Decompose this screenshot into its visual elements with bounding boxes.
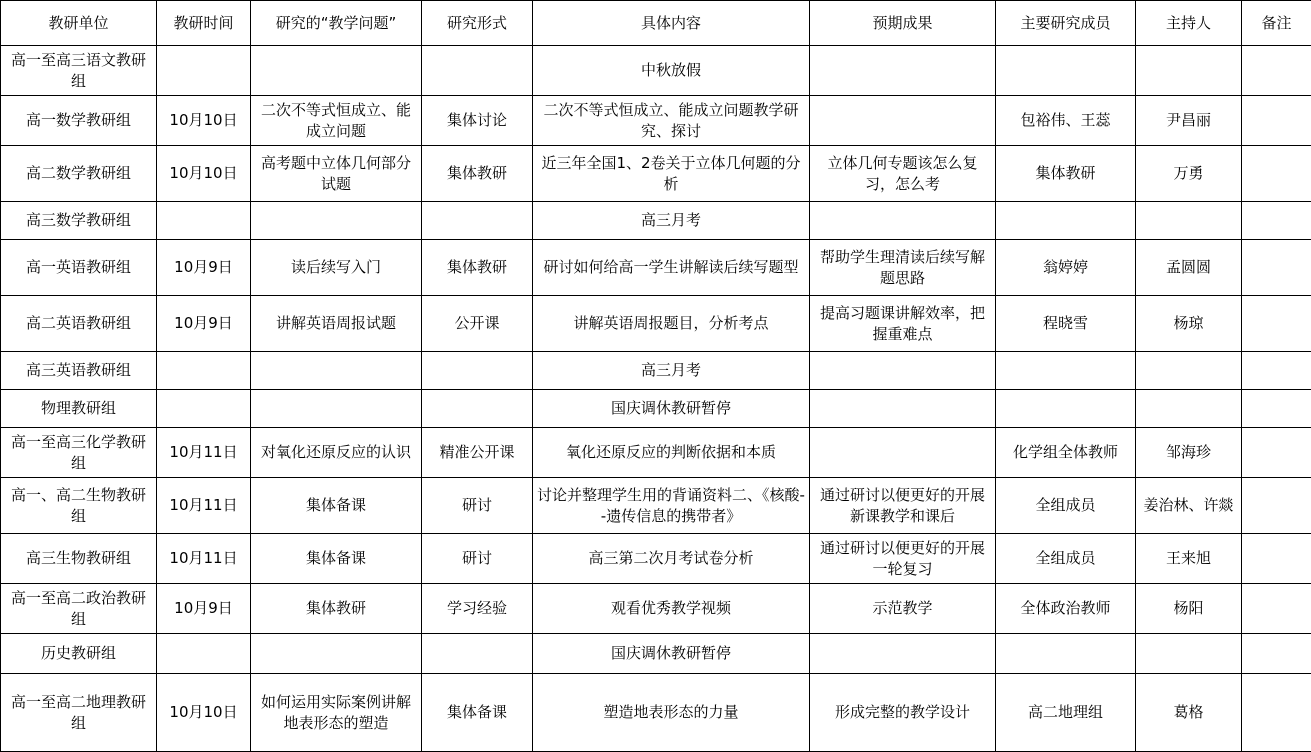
outcome-cell <box>810 46 996 96</box>
unit-cell: 高一至高二地理教研组 <box>1 674 157 752</box>
date-cell <box>157 634 251 674</box>
form-cell: 研讨 <box>422 534 533 584</box>
host-cell <box>1136 46 1242 96</box>
unit-cell: 高一、高二生物教研组 <box>1 478 157 534</box>
form-cell: 集体教研 <box>422 240 533 296</box>
date-cell: 10月11日 <box>157 478 251 534</box>
note-cell <box>1242 674 1311 752</box>
date-cell: 10月10日 <box>157 674 251 752</box>
header-problem: 研究的“教学问题” <box>251 1 422 46</box>
header-host: 主持人 <box>1136 1 1242 46</box>
date-cell: 10月11日 <box>157 428 251 478</box>
table-row <box>1 146 1311 202</box>
date-cell: 10月11日 <box>157 534 251 584</box>
form-cell: 研讨 <box>422 478 533 534</box>
host-cell <box>1136 202 1242 240</box>
date-cell: 10月9日 <box>157 296 251 352</box>
content-cell: 氧化还原反应的判断依据和本质 <box>533 428 810 478</box>
members-cell <box>996 390 1136 428</box>
unit-cell: 历史教研组 <box>1 634 157 674</box>
note-cell <box>1242 428 1311 478</box>
form-cell: 学习经验 <box>422 584 533 634</box>
note-cell <box>1242 202 1311 240</box>
header-row <box>1 1 1311 46</box>
table-row <box>1 584 1311 634</box>
problem-cell <box>251 46 422 96</box>
unit-cell: 高一英语教研组 <box>1 240 157 296</box>
table-row <box>1 390 1311 428</box>
unit-cell: 高一至高三语文教研组 <box>1 46 157 96</box>
host-cell <box>1136 634 1242 674</box>
content-cell: 高三第二次月考试卷分析 <box>533 534 810 584</box>
host-cell: 姜治林、许燚 <box>1136 478 1242 534</box>
table-row <box>1 428 1311 478</box>
unit-cell: 高二英语教研组 <box>1 296 157 352</box>
outcome-cell <box>810 634 996 674</box>
host-cell: 孟圆圆 <box>1136 240 1242 296</box>
date-cell: 10月10日 <box>157 96 251 146</box>
header-members: 主要研究成员 <box>996 1 1136 46</box>
merged-content-cell: 国庆调休教研暂停 <box>533 390 810 428</box>
date-cell: 10月9日 <box>157 240 251 296</box>
date-cell <box>157 352 251 390</box>
unit-cell: 高三英语教研组 <box>1 352 157 390</box>
note-cell <box>1242 634 1311 674</box>
members-cell <box>996 202 1136 240</box>
problem-cell: 对氧化还原反应的认识 <box>251 428 422 478</box>
form-cell: 集体备课 <box>422 674 533 752</box>
content-cell: 讨论并整理学生用的背诵资料二、《核酸--遗传信息的携带者》 <box>533 478 810 534</box>
content-cell: 二次不等式恒成立、能成立问题教学研究、探讨 <box>533 96 810 146</box>
header-content: 具体内容 <box>533 1 810 46</box>
note-cell <box>1242 146 1311 202</box>
members-cell: 高二地理组 <box>996 674 1136 752</box>
members-cell: 包裕伟、王蕊 <box>996 96 1136 146</box>
problem-cell: 读后续写入门 <box>251 240 422 296</box>
outcome-cell: 通过研讨以便更好的开展一轮复习 <box>810 534 996 584</box>
unit-cell: 高一至高二政治教研组 <box>1 584 157 634</box>
note-cell <box>1242 390 1311 428</box>
table-row <box>1 202 1311 240</box>
outcome-cell <box>810 428 996 478</box>
note-cell <box>1242 296 1311 352</box>
problem-cell: 二次不等式恒成立、能成立问题 <box>251 96 422 146</box>
outcome-cell: 帮助学生理清读后续写解题思路 <box>810 240 996 296</box>
date-cell: 10月10日 <box>157 146 251 202</box>
content-cell: 近三年全国1、2卷关于立体几何题的分析 <box>533 146 810 202</box>
content-cell: 讲解英语周报题目，分析考点 <box>533 296 810 352</box>
date-cell <box>157 390 251 428</box>
outcome-cell <box>810 96 996 146</box>
unit-cell: 高二数学教研组 <box>1 146 157 202</box>
host-cell: 邹海珍 <box>1136 428 1242 478</box>
unit-cell: 高三数学教研组 <box>1 202 157 240</box>
outcome-cell <box>810 202 996 240</box>
unit-cell: 物理教研组 <box>1 390 157 428</box>
problem-cell: 集体备课 <box>251 534 422 584</box>
table-row <box>1 352 1311 390</box>
note-cell <box>1242 240 1311 296</box>
members-cell: 化学组全体教师 <box>996 428 1136 478</box>
table-row <box>1 634 1311 674</box>
outcome-cell: 提高习题课讲解效率，把握重难点 <box>810 296 996 352</box>
members-cell: 翁婷婷 <box>996 240 1136 296</box>
host-cell <box>1136 390 1242 428</box>
problem-cell <box>251 390 422 428</box>
members-cell: 程晓雪 <box>996 296 1136 352</box>
table-row <box>1 478 1311 534</box>
members-cell <box>996 634 1136 674</box>
problem-cell <box>251 202 422 240</box>
form-cell: 公开课 <box>422 296 533 352</box>
outcome-cell: 通过研讨以便更好的开展新课教学和课后 <box>810 478 996 534</box>
note-cell <box>1242 96 1311 146</box>
form-cell <box>422 634 533 674</box>
outcome-cell: 示范教学 <box>810 584 996 634</box>
members-cell: 全组成员 <box>996 478 1136 534</box>
host-cell <box>1136 352 1242 390</box>
table-row <box>1 46 1311 96</box>
host-cell: 尹昌丽 <box>1136 96 1242 146</box>
date-cell: 10月9日 <box>157 584 251 634</box>
members-cell: 全体政治教师 <box>996 584 1136 634</box>
header-outcome: 预期成果 <box>810 1 996 46</box>
members-cell: 全组成员 <box>996 534 1136 584</box>
form-cell <box>422 202 533 240</box>
note-cell <box>1242 352 1311 390</box>
merged-content-cell: 中秋放假 <box>533 46 810 96</box>
host-cell: 王来旭 <box>1136 534 1242 584</box>
form-cell <box>422 352 533 390</box>
problem-cell: 讲解英语周报试题 <box>251 296 422 352</box>
note-cell <box>1242 478 1311 534</box>
content-cell: 研讨如何给高一学生讲解读后续写题型 <box>533 240 810 296</box>
problem-cell: 如何运用实际案例讲解地表形态的塑造 <box>251 674 422 752</box>
table-row <box>1 674 1311 752</box>
host-cell: 葛格 <box>1136 674 1242 752</box>
host-cell: 万勇 <box>1136 146 1242 202</box>
problem-cell <box>251 634 422 674</box>
form-cell: 集体教研 <box>422 146 533 202</box>
table-body <box>1 46 1311 752</box>
header-note: 备注 <box>1242 1 1311 46</box>
outcome-cell: 立体几何专题该怎么复习，怎么考 <box>810 146 996 202</box>
problem-cell: 集体教研 <box>251 584 422 634</box>
form-cell: 集体讨论 <box>422 96 533 146</box>
outcome-cell <box>810 352 996 390</box>
date-cell <box>157 46 251 96</box>
table-row <box>1 534 1311 584</box>
table-row <box>1 296 1311 352</box>
note-cell <box>1242 534 1311 584</box>
unit-cell: 高一数学教研组 <box>1 96 157 146</box>
table-row <box>1 96 1311 146</box>
form-cell <box>422 46 533 96</box>
members-cell <box>996 352 1136 390</box>
date-cell <box>157 202 251 240</box>
form-cell <box>422 390 533 428</box>
members-cell <box>996 46 1136 96</box>
note-cell <box>1242 584 1311 634</box>
host-cell: 杨阳 <box>1136 584 1242 634</box>
host-cell: 杨琼 <box>1136 296 1242 352</box>
header-unit: 教研单位 <box>1 1 157 46</box>
unit-cell: 高一至高三化学教研组 <box>1 428 157 478</box>
content-cell: 塑造地表形态的力量 <box>533 674 810 752</box>
outcome-cell: 形成完整的教学设计 <box>810 674 996 752</box>
outcome-cell <box>810 390 996 428</box>
members-cell: 集体教研 <box>996 146 1136 202</box>
form-cell: 精准公开课 <box>422 428 533 478</box>
header-form: 研究形式 <box>422 1 533 46</box>
unit-cell: 高三生物教研组 <box>1 534 157 584</box>
merged-content-cell: 国庆调休教研暂停 <box>533 634 810 674</box>
table-row <box>1 240 1311 296</box>
problem-cell <box>251 352 422 390</box>
note-cell <box>1242 46 1311 96</box>
header-date: 教研时间 <box>157 1 251 46</box>
problem-cell: 集体备课 <box>251 478 422 534</box>
content-cell: 观看优秀教学视频 <box>533 584 810 634</box>
merged-content-cell: 高三月考 <box>533 202 810 240</box>
merged-content-cell: 高三月考 <box>533 352 810 390</box>
problem-cell: 高考题中立体几何部分试题 <box>251 146 422 202</box>
